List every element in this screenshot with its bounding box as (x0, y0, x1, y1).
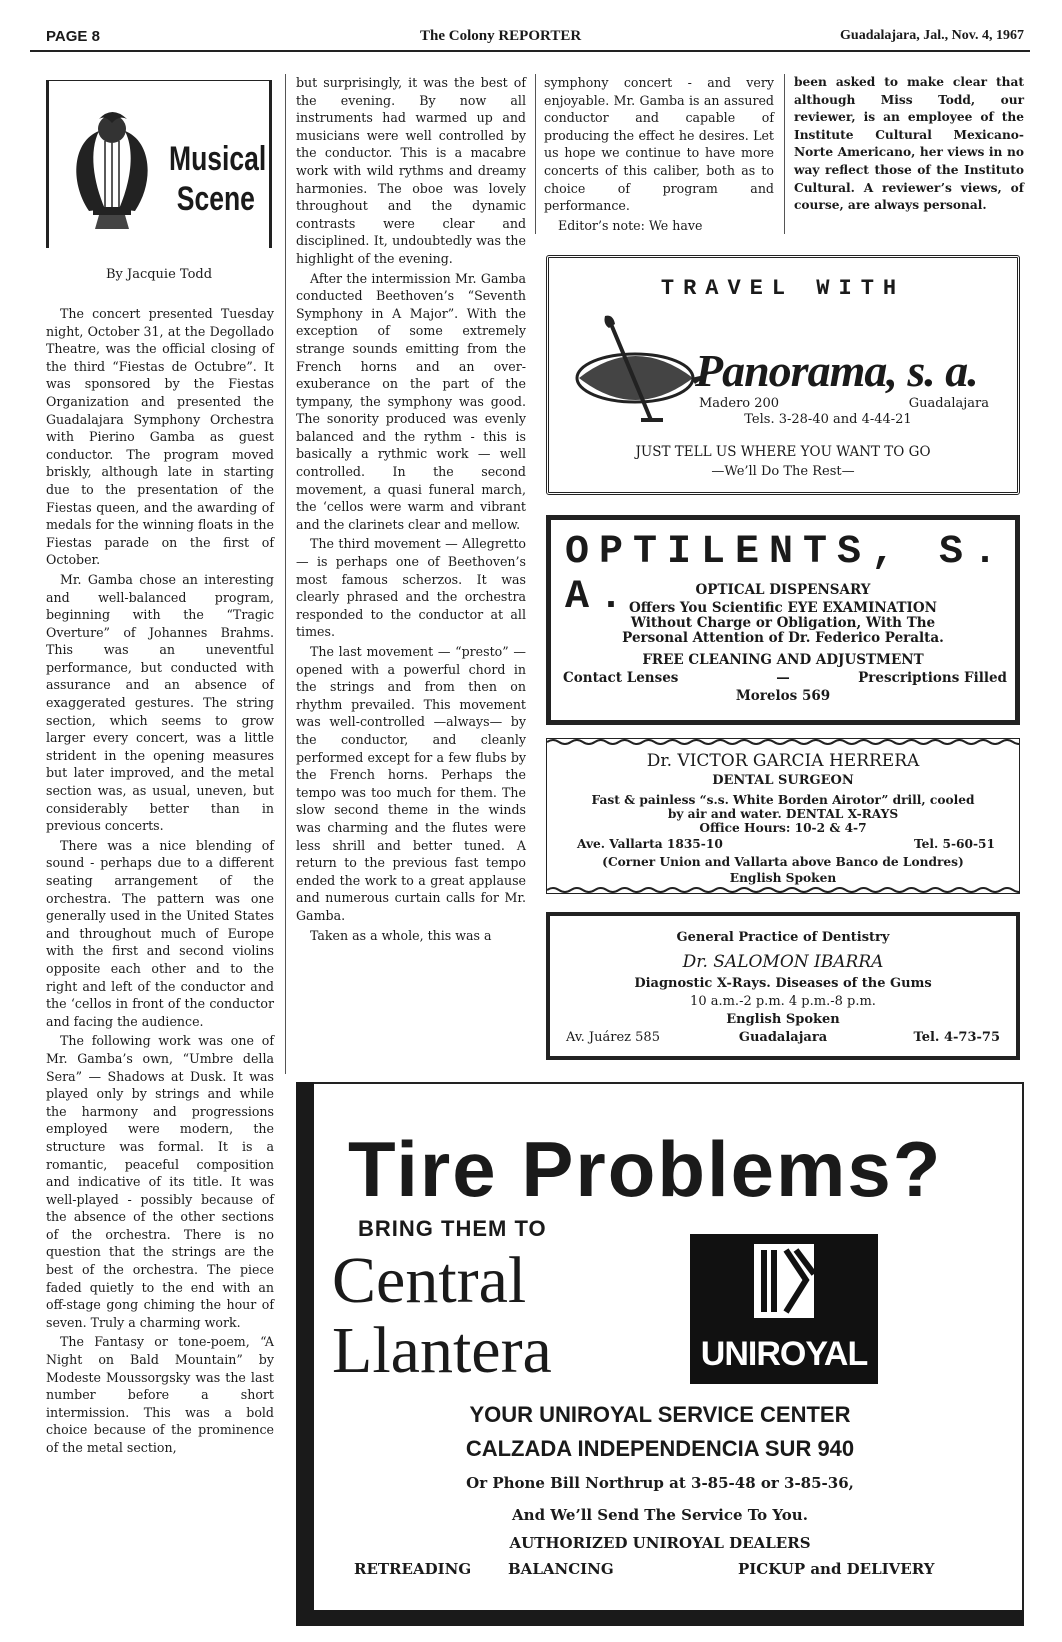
service-item: PICKUP and DELIVERY (738, 1560, 935, 1578)
dentist-name: Dr. SALOMON IBARRA (682, 952, 884, 972)
byline: By Jacquie Todd (105, 267, 213, 282)
ad-address: CALZADA INDEPENDENCIA SUR 940 (465, 1436, 855, 1461)
article-column-1 (46, 305, 274, 1459)
dentist-ad-ibarra (546, 912, 1020, 1060)
travel-ad: TRAVEL WITH Panorama, s. a. Madero 200 Guadalajara Tels. 3-28-40 and 4-44-21 JUST TELL US WHERE YOU WANT TO GO —We’ll Do The Rest— (546, 255, 1020, 495)
paragraph: After the intermission Mr. Gamba conducted Beethoven’s “Seventh Symphony in A Major”. With the exception of some extremely strange sounds emitting from the French horns and an over-exuberance on the part of the tympany, the symphony was good. The sonority produced was evenly balanced and the rythm - this is basically a rythmic work — well controlled. In the second movement, a quasi funeral march, the ‘cellos were warm and vibrant and the clarinets clear and mellow. (296, 270, 526, 532)
ad-line: Or Phone Bill Northrup at 3-85-48 or 3-85-36, (466, 1474, 854, 1492)
wavy-border-bottom (547, 886, 1019, 894)
paragraph: The third movement — Allegretto — is perhaps one of Beethoven’s most famous scherzos. It was clearly phrased and the orchestra responded to the conductor at all times. (296, 536, 526, 640)
ad-phones: Tels. 3-28-40 and 4-44-21 (744, 412, 912, 427)
uniroyal-logo: UNIROYAL (690, 1234, 878, 1384)
lyre-icon (69, 111, 155, 231)
paragraph: The concert presented Tuesday night, October 31, at the Degollado Theatre, was the official closing of the third “Fiestas de Octubre”. It was sponsored by the Fiestas Organization and presented the Guadalajara Symphony Orchestra with Pierino Gamba as guest conductor. The program moved briskly, although late in starting due to the presentation of the Fiestas queen, and the awarding of medals for the winning floats in the Fiestas parade on the first of October. (46, 306, 274, 568)
ad-address-row: Av. Juárez 585 Guadalajara Tel. 4-73-75 (566, 1030, 1000, 1045)
page-number: PAGE 8 (46, 28, 100, 45)
ad-line: YOUR UNIROYAL SERVICE CENTER (469, 1402, 851, 1427)
paragraph: The following work was one of Mr. Gamba’s own, “Umbre della Sera” — Shadows at Dusk. It was played only by strings and while the harmony and progressions employed were modern, the structure was formal. It is a romantic, peaceful composition and indicative of its title. It was well-played - possibly because of the absence of the other sections of the orchestra. There is no question that the strings are the best of the orchestra. The piece faded quietly to the end with an off-stage gong chiming the hour of seven. Truly a charming work. (46, 1033, 274, 1330)
ad-line: And We’ll Send The Service To You. (512, 1506, 808, 1524)
ad-line: Offers You Scientific EYE EXAMINATION (629, 600, 937, 616)
ad-line: AUTHORIZED UNIROYAL DEALERS (509, 1534, 811, 1552)
ad-headline: Tire Problems? (348, 1125, 943, 1213)
ad-line: FREE CLEANING AND ADJUSTMENT (642, 652, 924, 668)
dentist-ad-garcia: Dr. VICTOR GARCIA HERRERA DENTAL SURGEON Fast & painless “s.s. White Borden Airotor” drill, cooled by air and water. DENTAL X-RAYS Office Hours: 10-2 & 4-7 Ave. Vallarta 1835-10 Tel. 5-60-51 (Corner Union and Vallarta above Banco de Londres) English Spoken (546, 738, 1020, 894)
dentist-name: Dr. VICTOR GARCIA HERRERA (646, 751, 920, 771)
optilents-ad (546, 515, 1020, 725)
paragraph: Taken as a whole, this was a (310, 927, 492, 943)
ad-line: General Practice of Dentistry (676, 930, 890, 945)
paragraph: been asked to make clear that although Miss Todd, our reviewer, is an employee of the Institute Cultural Mexicano-Norte Americano, her views in no way reflect those of the Instituto Cultural. A reviewer’s views, of course, are always personal. (794, 75, 1024, 213)
paragraph: The last movement — “presto” — opened with a powerful chord in the strings and from then on rhythm prevailed. This movement was well-controlled —always— by the conductor, and cleanly performed except for a few flubs by the French horns. Perhaps the tempo was too much for them. The slow second theme in the winds was charming and the flutes were less shrill and better tuned. A return to the previous fast tempo ended the work to a great applause and numerous curtain calls for Mr. Gamba. (296, 644, 526, 923)
ad-headline: OPTILENTS, S. A. (565, 530, 1008, 620)
ad-line: English Spoken (726, 1012, 840, 1027)
article-column-3 (544, 74, 774, 236)
ad-line: Office Hours: 10-2 & 4-7 (699, 821, 867, 835)
dateline: Guadalajara, Jal., Nov. 4, 1967 (840, 28, 1024, 43)
service-item: BALANCING (508, 1560, 614, 1578)
masthead: The Colony REPORTER (420, 28, 582, 44)
paragraph: There was a nice blending of sound - perhaps due to a different seating arrangement of the orchestra. The pattern was one generally used in the United States and throughout much of Europe with the first and second violins opposite each other and to the right and left of the conductor and the ‘cellos in front of the conductor and facing the audience. (46, 837, 274, 1029)
article-column-2 (296, 74, 526, 946)
editors-note (794, 74, 1024, 217)
ad-tagline-2: —We’ll Do The Rest— (711, 464, 855, 479)
ad-subhead: BRING THEM TO (358, 1216, 547, 1241)
column-head-box (46, 80, 272, 248)
ad-line: Personal Attention of Dr. Federico Peralta. (622, 630, 944, 646)
ad-address: Morelos 569 (735, 688, 831, 704)
ad-line: Diagnostic X-Rays. Diseases of the Gums (634, 976, 932, 991)
uniroyal-mark-icon (734, 1244, 834, 1324)
ad-services: Contact Lenses — Prescriptions Filled (563, 670, 1007, 686)
paragraph: Mr. Gamba chose an interesting and well-balanced program, beginning with the “Tragic Overture” of Johannes Brahms. This was an uneventful performance, but conducted with assurance and an absence of exaggerated gestures. The string section, which seems to grow larger every concert, was a little strident in the opening measures but later improved, and the metal section was, as usual, uneven, but considerably better than in previous concerts. (46, 571, 274, 834)
ad-border-bar (296, 1610, 1024, 1626)
rooster-globe-icon (571, 314, 711, 424)
dentist-title: DENTAL SURGEON (712, 773, 854, 788)
ad-subtitle: OPTICAL DISPENSARY (695, 582, 871, 598)
paragraph: The Fantasy or tone-poem, “A Night on Bald Mountain” by Modeste Moussorgsky was the last number before a short intermission. This was a bold choice because of the prominence of the metal section, (46, 1334, 274, 1455)
brand-name: Panorama, s. a. (695, 345, 978, 396)
paragraph: Editor’s note: We have (558, 217, 703, 233)
ad-headline: TRAVEL WITH (660, 276, 906, 301)
column-rule (285, 74, 286, 1074)
column-title: Musical Scene (169, 140, 267, 218)
page-header (30, 24, 1030, 52)
service-item: RETREADING (354, 1560, 472, 1578)
ad-line: Fast & painless “s.s. White Borden Airotor” drill, cooled (591, 793, 975, 807)
ad-line: 10 a.m.-2 p.m. 4 p.m.-8 p.m. (690, 994, 876, 1009)
ad-line: English Spoken (729, 871, 837, 885)
business-name: Central Llantera (332, 1244, 552, 1387)
column-rule (784, 74, 785, 234)
ad-tagline: JUST TELL US WHERE YOU WANT TO GO (635, 444, 931, 460)
ad-line: by air and water. DENTAL X-RAYS (667, 807, 899, 821)
wavy-border-top (547, 738, 1019, 746)
tire-ad (296, 1082, 1024, 1626)
column-rule (535, 74, 536, 234)
paragraph: symphony concert - and very enjoyable. Mr. Gamba is an assured conductor and capable of producing the effect he desires. Let us hope we continue to have more concerts of this caliber, both as to choice of program and performance. (544, 75, 774, 214)
paragraph: but surprisingly, it was the best of the evening. By now all instruments had warmed up and musicians were well controlled by the conductor. This is a macabre work with wild rythms and dreamy harmonies. The oboe was lovely throughout and the dynamic contrasts were clear and disciplined. It, undoubtedly was the highlight of the evening. (296, 75, 526, 266)
ad-line: (Corner Union and Vallarta above Banco de Londres) (602, 855, 964, 869)
ad-line: Without Charge or Obligation, With The (630, 615, 936, 631)
